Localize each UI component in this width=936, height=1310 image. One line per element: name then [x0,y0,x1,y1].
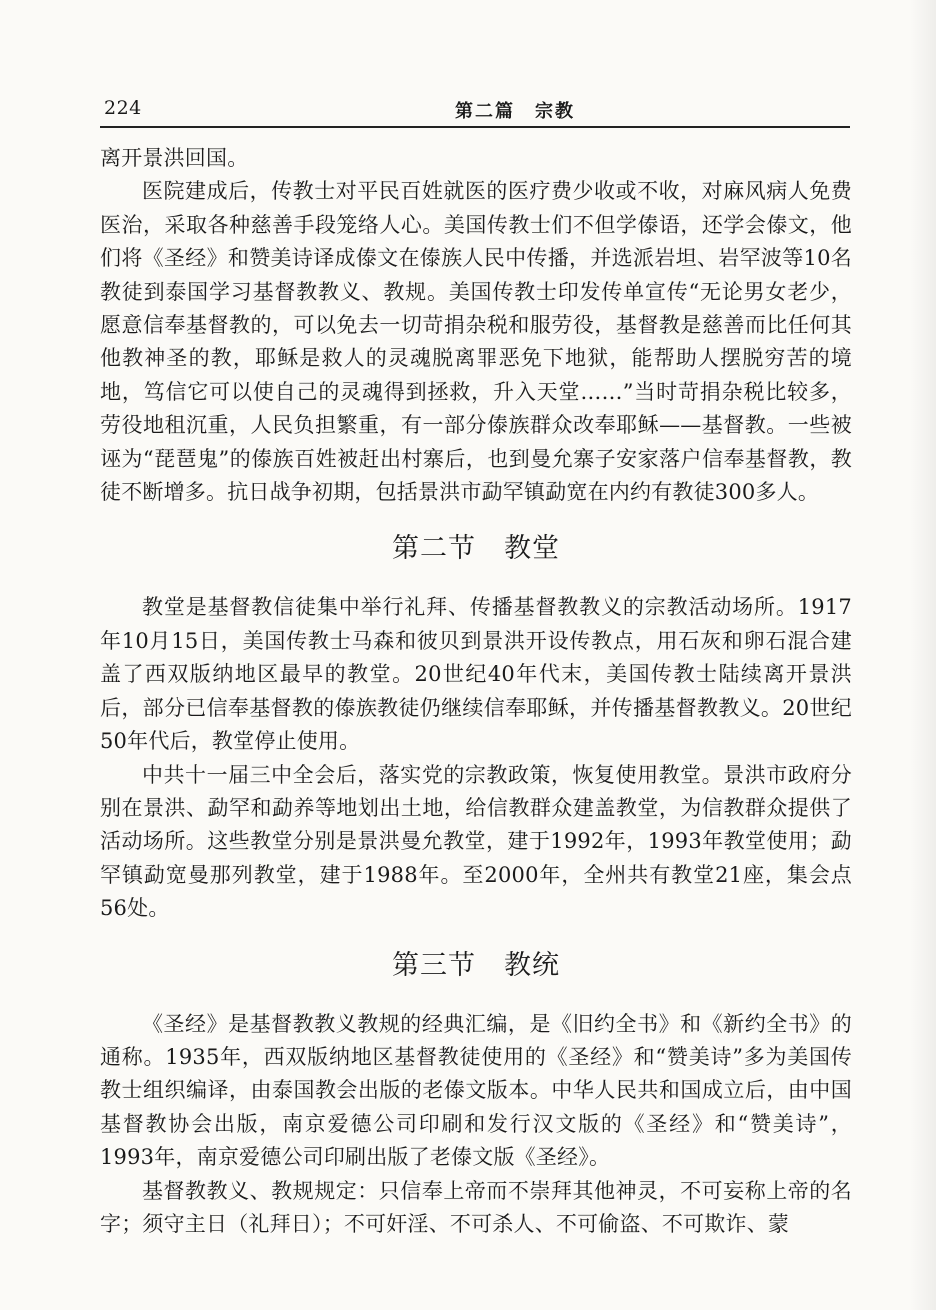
page-body [100,142,852,1241]
section-title: 教堂 [504,533,560,565]
section-number: 第二节 [392,533,476,565]
paragraph: 《圣经》是基督教教义教规的经典汇编，是《旧约全书》和《新约全书》的通称。1935年，西双版纳地区基督教徒使用的《圣经》和“赞美诗”多为美国传教士组织编译，由泰国教会出版的老傣文版本。中华人民共和国成立后，由中国基督教协会出版，南京爱德公司印刷和发行汉文版的《圣经》和“赞美诗”，1993年，南京爱德公司印刷出版了老傣文版《圣经》。 [100,1011,852,1170]
paragraph: 离开景洪回国。 [100,146,249,170]
header-rule [100,126,850,128]
section-heading [100,529,852,569]
paragraph: 基督教教义、教规规定：只信奉上帝而不崇拜其他神灵，不可妄称上帝的名字；须守主日（礼拜日）；不可奸淫、不可杀人、不可偷盗、不可欺诈、蒙 [100,1178,852,1236]
paragraph: 医院建成后，传教士对平民百姓就医的医疗费少收或不收，对麻风病人免费医治，采取各种慈善手段笼络人心。美国传教士们不但学傣语，还学会傣文，他们将《圣经》和赞美诗译成傣文在傣族人民中传播，并选派岩坦、岩罕波等10名教徒到泰国学习基督教教义、教规。美国传教士印发传单宣传“无论男女老少，愿意信奉基督教的，可以免去一切苛捐杂税和服劳役，基督教是慈善而比任何其他教神圣的教，耶稣是救人的灵魂脱离罪恶免下地狱，能帮助人摆脱穷苦的境地，笃信它可以使自己的灵魂得到拯救，升入天堂……”当时苛捐杂税比较多，劳役地租沉重，人民负担繁重，有一部分傣族群众改奉耶稣——基督教。一些被诬为“琵琶鬼”的傣族百姓被赶出村寨后，也到曼允寨子安家落户信奉基督教，教徒不断增多。抗日战争初期，包括景洪市勐罕镇勐宽在内约有教徒300多人。 [100,179,852,505]
section-number: 第三节 [392,949,476,981]
page-header [100,97,850,127]
page-number: 224 [104,97,142,119]
section-heading [100,946,852,986]
section-title: 教统 [504,949,560,981]
page-edge-shadow [910,0,936,1310]
paragraph: 中共十一届三中全会后，落实党的宗教政策，恢复使用教堂。景洪市政府分别在景洪、勐罕和勐养等地划出土地，给信教群众建盖教堂，为信教群众提供了活动场所。这些教堂分别是景洪曼允教堂，建于1992年，1993年教堂使用；勐罕镇勐宽曼那列教堂，建于1988年。至2000年，全州共有教堂21座，集会点56处。 [100,762,852,921]
paragraph: 教堂是基督教信徒集中举行礼拜、传播基督教教义的宗教活动场所。1917年10月15日，美国传教士马森和彼贝到景洪开设传教点，用石灰和卵石混合建盖了西双版纳地区最早的教堂。20世纪40年代末，美国传教士陆续离开景洪后，部分已信奉基督教的傣族教徒仍继续信奉耶稣，并传播基督教教义。20世纪50年代后，教堂停止使用。 [100,595,852,754]
running-title: 第二篇 宗教 [455,101,575,122]
